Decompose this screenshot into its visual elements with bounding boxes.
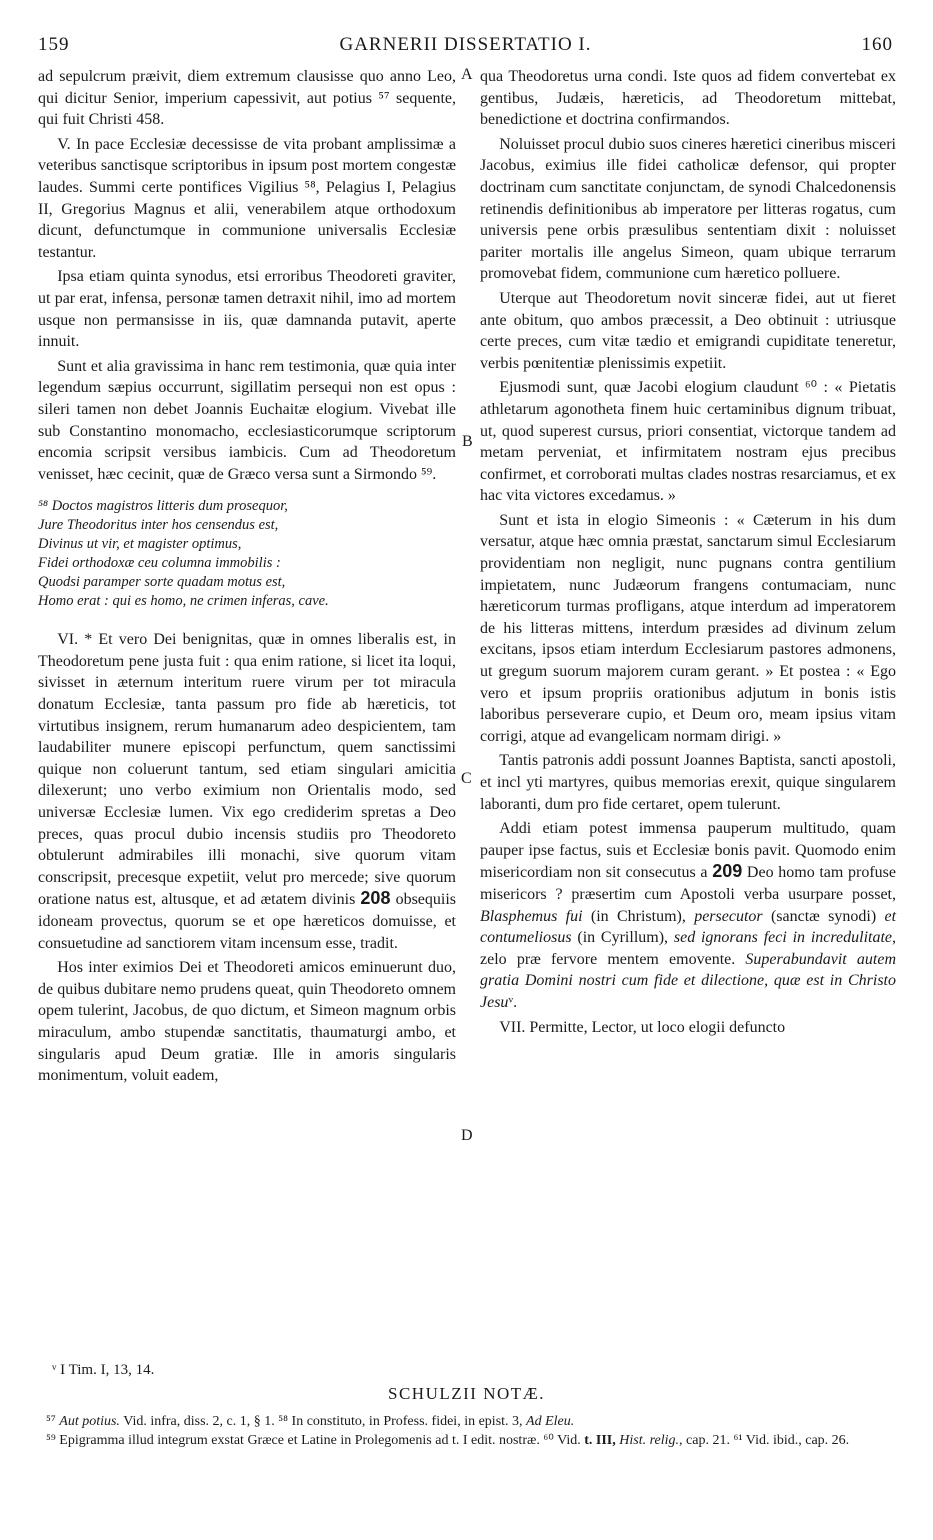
footnote-italic: Hist. relig., (619, 1433, 683, 1448)
footnotes (46, 1412, 895, 1450)
footnote-italic: Aut potius. (59, 1414, 120, 1429)
running-title: GARNERII DISSERTATIO I. (339, 34, 592, 55)
text-run: VI. * Et vero Dei benignitas, quæ in omnes liberalis est, in Theodoretum pene justa fuit : qua enim ratione, si licet ita loqui, sivisset in æternum interitum ruere virum per tot miracula donatum Ecclesiæ, tanta passum pro fide ab hæreticis, tot virtutibus insignem, rerum humanarum adeo despicientem, tam laudabiliter munere episcopi perfunctum, quem sanctissimi quique non coluerunt tantum, sed etiam singulari amicitia dilexerunt; uno verbo eximium non Orientalis modo, sed universæ Ecclesiæ lumen. Vix ego crediderim spretas a Deo preces, quas procul dubio incensis studiis pro Theodoreto obtulerunt admirabiles illi monachi, sive quorum vitam conscripsit, precesque expetiit, velut pro mercede; sive quorum oratione natus est, altusque, et ad ætatem divinis (38, 631, 456, 909)
margin-marker-a: A (461, 66, 473, 83)
margin-marker-d: D (461, 1127, 473, 1144)
text-run: zelo præ fervore mentem emovente. (480, 950, 736, 968)
footnote-marker: ⁵⁹ (46, 1433, 56, 1448)
paragraph: Sunt et ista in elogio Simeonis : « Cæterum in his dum versatur, atque hæc omnia præstat, sanctarum simul Ecclesiarum providentiam non negligit, nunc pugnans contra gentilium impietatem, nunc Judæorum frangens contumaciam, nunc hæreticorum turmas profligans, atque interdum ad imperatorem de his litteras mittens, interdum præsides ad divinum zelum excitans, ipsos etiam interdum Ecclesiarum pastores admonens, ut gregum suorum majorem curam gerant. » Et postea : « Ego vero et ipsum propriis orationibus adjutum in bonis istis laboribus perseverare cupio, et Deum oro, meam ipsius vitam corrigi, atque ad evangelicam normam dirigi. » (480, 511, 896, 745)
paragraph: Noluisset procul dubio suos cineres hæretici cineribus misceri Jacobus, eximius ille fidei catholicæ defensor, qui propter doctrinam cum sanctitate conjunctam, de synodi Chalcedonensis retinendis definitionibus ab imperatore per litteras rogatus, cum universis pene orbis præsulibus sententiam dixit : noluisset pariter mortalis ille angelus Simeon, quam ubique terrarum promovebat fidem, communione cum hæretico polluere. (480, 135, 896, 283)
paragraph: Sunt et alia gravissima in hanc rem testimonia, quæ quia inter legendum sæpius occurrunt, sigillatim persequi non est opus : sileri tamen non debet Joannis Euchaitæ elogium. Vivebat ille sub Constantino monomacho, ecclesiasticorumque scriptorum encomia scripsit versibus iambicis. Cum ad Theodoretum venisset, hæc cecinit, quæ de Græco versa sunt a Sirmondo ⁵⁹. (38, 357, 456, 483)
footnote-italic: Ad Eleu. (526, 1414, 575, 1429)
page-number-right: 160 (861, 34, 893, 55)
poem-line: Divinus ut vir, et magister optimus, (38, 536, 242, 553)
footnote-line (46, 1431, 895, 1450)
footnote-text: Epigramma illud integrum exstat Græce et Latine in Prolegomenis ad t. I edit. nostræ. (59, 1433, 540, 1448)
italic-quote: Blasphemus fui (480, 907, 583, 925)
text-run: (in Cyrillum), (577, 929, 669, 947)
paragraph: V. In pace Ecclesiæ decessisse de vita probant amplissimæ a veteribus sanctisque scriptoribus in ipsum post mortem congestæ laudes. Summi certe pontifices Vigilius ⁵⁸, Pelagius I, Pelagius II, Gregorius Magnus et alii, venerabilem atque orthodoxum dicunt, defunctumque in communione universalis Ecclesiæ testantur. (38, 135, 456, 261)
epigram-poem (38, 497, 456, 611)
paragraph: qua Theodoretus urna condi. Iste quos ad fidem convertebat ex gentibus, Judæis, hæreticis, ad Theodoretum mittebat, benedictione et doctrina confirmandos. (480, 68, 896, 129)
margin-marker-c: C (461, 770, 472, 787)
footnote-marker: ⁶⁰ (543, 1433, 554, 1448)
page-number-left: 159 (38, 34, 70, 55)
left-column (38, 66, 456, 1090)
footnote-marker: ⁵⁸ (278, 1414, 289, 1429)
paragraph: ad sepulcrum præivit, diem extremum clausisse quo anno Leo, qui dicitur Senior, imperium capessivit, aut potius ⁵⁷ sequente, qui fuit Christi 458. (38, 68, 456, 129)
italic-quote: et contumeliosus (480, 907, 897, 947)
text-run: Deo homo tam profuse misericors ? præsertim cum Apostoli verba usurpare posset, (480, 864, 897, 903)
footnote-bold: t. III, (584, 1433, 616, 1448)
footnote-marker: ⁶¹ (733, 1433, 743, 1448)
italic-quote: sed ignorans feci in incredulitate, (673, 929, 897, 947)
footnote-marker: ⁵⁷ (46, 1414, 56, 1429)
right-column (480, 66, 896, 1041)
footnote-line (46, 1412, 895, 1431)
paragraph: Ejusmodi sunt, quæ Jacobi elogium claudunt ⁶⁰ : « Pietatis athletarum agonotheta finem huic certaminibus dignum tribuat, ut, quod superest cursus, priori consentiat, victorque tandem ad metam perveniat, et infirmitatem nostram ejus precibus confirmet, et corroborati multas clades nostras resarciamus, et ex hac vita victores excedamus. » (480, 379, 896, 505)
footnote-text: Vid. (557, 1433, 581, 1448)
paragraph (480, 818, 896, 1013)
paragraph: Ipsa etiam quinta synodus, etsi erroribus Theodoreti graviter, ut par erat, infensa, personæ tamen detraxit nihil, imo ad mortem usque non permansisse in iis, quæ damnanda putavit, aperte innuit. (38, 268, 456, 351)
poem-line: Quodsi paramper sorte quadam motus est, (38, 574, 286, 591)
text-run: (in Christum), (590, 907, 686, 925)
poem-line: ⁵⁸ Doctos magistros litteris dum prosequor, (38, 498, 288, 515)
running-header (38, 34, 893, 64)
paragraph: VII. Permitte, Lector, ut loco elogii defuncto (499, 1018, 786, 1036)
footnote-text: Vid. ibid., cap. 26. (745, 1433, 850, 1448)
text-run: obsequiis idoneam provectus, quorum se et ope hæreticos domuisse, et consuetudine ad sanctiorem vitam incensum esse, tradit. (38, 891, 457, 952)
footnote-text: Vid. infra, diss. 2, c. 1, § 1. (123, 1414, 275, 1429)
column-number: 209 (712, 861, 743, 882)
italic-quote: persecutor (694, 907, 763, 925)
poem-line: Homo erat : qui es homo, ne crimen inferas, cave. (38, 593, 329, 610)
paragraph (38, 629, 456, 954)
poem-line: Jure Theodoritus inter hos censendus est, (38, 517, 279, 534)
paragraph: Tantis patronis addi possunt Joannes Baptista, sancti apostoli, et incl yti martyres, quibus memorias erexit, quique singularem laboranti, dum pro fide certaret, opem tulerunt. (480, 752, 896, 813)
footnote-text: cap. 21. (686, 1433, 730, 1448)
paragraph: Uterque aut Theodoretum novit sinceræ fidei, aut ut fieret ante obitum, quo ambos præcessit, a Deo obtinuit : utriusque certe preces, cum vitæ tædio et emigrandi cupiditate teneretur, verbis pœnitentiæ plenissimis expetiit. (480, 289, 896, 372)
text-run: (sanctæ synodi) (770, 907, 877, 925)
italic-quote: Superabundavit autem gratia Domini nostri cum fide et dilectione, quæ est in Christo Jesu (480, 950, 897, 1011)
margin-marker-b: B (462, 433, 473, 450)
notes-title: SCHULZII NOTÆ. (388, 1384, 545, 1403)
footnote-ref: ᵛ. (508, 993, 518, 1011)
text-run: Addi etiam potest immensa pauperum multitudo, quam pauper ipse factus, suis et Ecclesiæ bonis pavit. Quomodo enim misericordiam non sit consecutus a (480, 820, 896, 882)
scripture-reference: ᵛ I Tim. I, 13, 14. (52, 1362, 155, 1378)
footnote-text: In constituto, in Profess. fidei, in epist. 3, (291, 1414, 523, 1429)
poem-line: Fidei orthodoxæ ceu columna immobilis : (38, 555, 281, 572)
column-number: 208 (360, 888, 391, 909)
paragraph: Hos inter eximios Dei et Theodoreti amicos eminuerunt duo, de quibus dubitare nemo prudens queat, quin Theodoreto omnem opem tulerint, Jacobus, de quo dictum, et Simeon magnum orbis miraculum, ambo stupendæ sanctitatis, thaumaturgi ambo, et singularis apud Deum gratiæ. Ille in amoris singularis monimentum, voluit eadem, (38, 959, 456, 1085)
